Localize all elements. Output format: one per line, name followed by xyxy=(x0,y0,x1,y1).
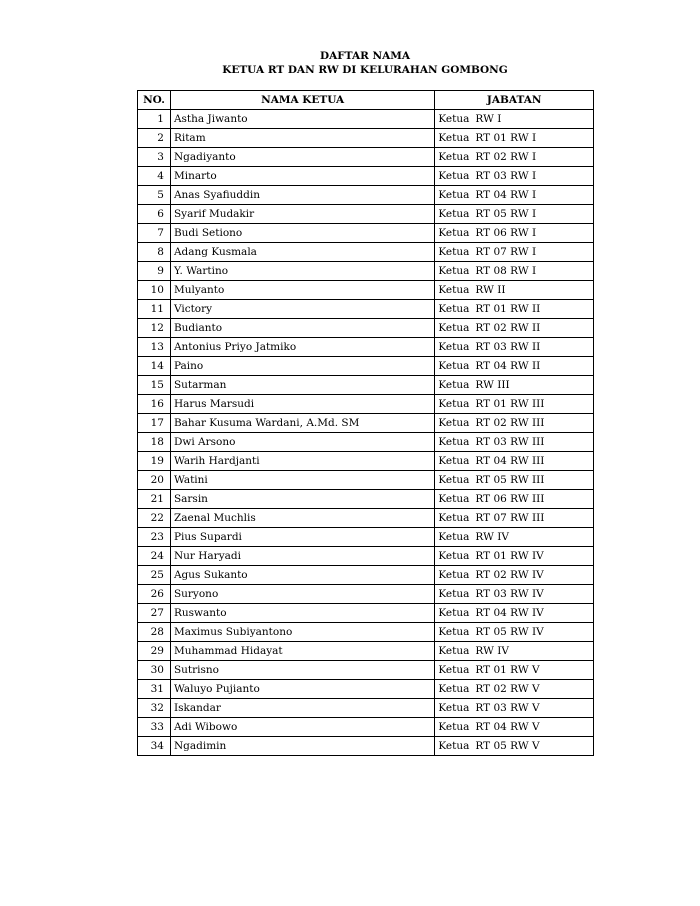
cell-nama: Ngadiyanto xyxy=(170,148,434,167)
cell-nama: Waluyo Pujianto xyxy=(170,680,434,699)
table-header-row xyxy=(138,91,594,110)
cell-no: 30 xyxy=(138,661,171,680)
cell-jabatan xyxy=(435,414,594,433)
cell-no: 25 xyxy=(138,566,171,585)
cell-nama: Antonius Priyo Jatmiko xyxy=(170,338,434,357)
cell-jabatan xyxy=(435,718,594,737)
cell-nama: Iskandar xyxy=(170,699,434,718)
jabatan-unit: RT 05 RW V xyxy=(475,740,540,752)
cell-nama: Muhammad Hidayat xyxy=(170,642,434,661)
jabatan-unit: RT 03 RW III xyxy=(475,436,545,448)
table-row xyxy=(138,319,594,338)
cell-jabatan xyxy=(435,680,594,699)
cell-no: 7 xyxy=(138,224,171,243)
table-row xyxy=(138,490,594,509)
cell-nama: Adang Kusmala xyxy=(170,243,434,262)
jabatan-prefix: Ketua xyxy=(438,493,470,505)
cell-nama: Astha Jiwanto xyxy=(170,110,434,129)
cell-nama: Sutrisno xyxy=(170,661,434,680)
table-row xyxy=(138,547,594,566)
cell-jabatan xyxy=(435,528,594,547)
cell-jabatan xyxy=(435,471,594,490)
cell-jabatan xyxy=(435,452,594,471)
cell-no: 4 xyxy=(138,167,171,186)
jabatan-unit: RT 05 RW IV xyxy=(475,626,544,638)
jabatan-unit: RT 02 RW I xyxy=(475,151,537,163)
table-row xyxy=(138,205,594,224)
table-row xyxy=(138,186,594,205)
cell-nama: Dwi Arsono xyxy=(170,433,434,452)
jabatan-unit: RT 02 RW IV xyxy=(475,569,544,581)
jabatan-prefix: Ketua xyxy=(438,398,470,410)
cell-no: 8 xyxy=(138,243,171,262)
cell-jabatan xyxy=(435,319,594,338)
cell-nama: Adi Wibowo xyxy=(170,718,434,737)
table-row xyxy=(138,737,594,756)
table-row xyxy=(138,642,594,661)
cell-no: 26 xyxy=(138,585,171,604)
cell-no: 24 xyxy=(138,547,171,566)
cell-nama: Ritam xyxy=(170,129,434,148)
jabatan-unit: RT 05 RW I xyxy=(475,208,537,220)
cell-nama: Ruswanto xyxy=(170,604,434,623)
table-row xyxy=(138,509,594,528)
jabatan-prefix: Ketua xyxy=(438,284,470,296)
jabatan-prefix: Ketua xyxy=(438,417,470,429)
jabatan-unit: RT 02 RW III xyxy=(475,417,545,429)
cell-nama: Budianto xyxy=(170,319,434,338)
cell-jabatan xyxy=(435,433,594,452)
cell-nama: Sarsin xyxy=(170,490,434,509)
cell-no: 3 xyxy=(138,148,171,167)
jabatan-unit: RT 03 RW II xyxy=(475,341,541,353)
table-row xyxy=(138,699,594,718)
jabatan-unit: RT 03 RW V xyxy=(475,702,540,714)
table-row xyxy=(138,148,594,167)
cell-no: 11 xyxy=(138,300,171,319)
cell-no: 21 xyxy=(138,490,171,509)
jabatan-prefix: Ketua xyxy=(438,189,470,201)
jabatan-prefix: Ketua xyxy=(438,550,470,562)
cell-jabatan xyxy=(435,661,594,680)
table-row xyxy=(138,376,594,395)
table-row xyxy=(138,395,594,414)
cell-nama: Zaenal Muchlis xyxy=(170,509,434,528)
cell-no: 19 xyxy=(138,452,171,471)
cell-no: 32 xyxy=(138,699,171,718)
ketua-table xyxy=(137,90,594,756)
jabatan-unit: RT 04 RW III xyxy=(475,455,545,467)
cell-nama: Anas Syafiuddin xyxy=(170,186,434,205)
table-row xyxy=(138,110,594,129)
cell-no: 15 xyxy=(138,376,171,395)
cell-nama: Paino xyxy=(170,357,434,376)
cell-jabatan xyxy=(435,357,594,376)
table-row xyxy=(138,718,594,737)
table-row xyxy=(138,414,594,433)
jabatan-unit: RW IV xyxy=(475,531,509,543)
table-row xyxy=(138,471,594,490)
jabatan-unit: RT 04 RW II xyxy=(475,360,541,372)
jabatan-prefix: Ketua xyxy=(438,721,470,733)
cell-no: 16 xyxy=(138,395,171,414)
jabatan-prefix: Ketua xyxy=(438,303,470,315)
cell-jabatan xyxy=(435,281,594,300)
jabatan-prefix: Ketua xyxy=(438,341,470,353)
cell-jabatan xyxy=(435,623,594,642)
cell-jabatan xyxy=(435,224,594,243)
jabatan-unit: RT 03 RW I xyxy=(475,170,537,182)
cell-no: 6 xyxy=(138,205,171,224)
cell-jabatan xyxy=(435,585,594,604)
cell-no: 31 xyxy=(138,680,171,699)
jabatan-prefix: Ketua xyxy=(438,265,470,277)
table-row xyxy=(138,661,594,680)
cell-jabatan xyxy=(435,642,594,661)
cell-no: 13 xyxy=(138,338,171,357)
cell-jabatan xyxy=(435,262,594,281)
jabatan-unit: RW I xyxy=(475,113,502,125)
header-no: NO. xyxy=(138,91,171,110)
cell-jabatan xyxy=(435,509,594,528)
cell-no: 12 xyxy=(138,319,171,338)
cell-jabatan xyxy=(435,604,594,623)
table-row xyxy=(138,338,594,357)
table-row xyxy=(138,167,594,186)
table-row xyxy=(138,300,594,319)
cell-no: 10 xyxy=(138,281,171,300)
jabatan-prefix: Ketua xyxy=(438,151,470,163)
cell-jabatan xyxy=(435,110,594,129)
jabatan-prefix: Ketua xyxy=(438,455,470,467)
document-subtitle: KETUA RT DAN RW DI KELURAHAN GOMBONG xyxy=(222,64,508,76)
jabatan-prefix: Ketua xyxy=(438,132,470,144)
cell-nama: Maximus Subiyantono xyxy=(170,623,434,642)
table-row xyxy=(138,452,594,471)
jabatan-unit: RT 06 RW III xyxy=(475,493,545,505)
cell-nama: Mulyanto xyxy=(170,281,434,300)
jabatan-unit: RT 04 RW I xyxy=(475,189,537,201)
cell-no: 18 xyxy=(138,433,171,452)
cell-nama: Watini xyxy=(170,471,434,490)
cell-nama: Nur Haryadi xyxy=(170,547,434,566)
table-row xyxy=(138,224,594,243)
table-row xyxy=(138,433,594,452)
jabatan-prefix: Ketua xyxy=(438,588,470,600)
cell-nama: Harus Marsudi xyxy=(170,395,434,414)
table-row xyxy=(138,566,594,585)
cell-nama: Y. Wartino xyxy=(170,262,434,281)
jabatan-prefix: Ketua xyxy=(438,702,470,714)
cell-nama: Sutarman xyxy=(170,376,434,395)
cell-nama: Ngadimin xyxy=(170,737,434,756)
cell-jabatan xyxy=(435,148,594,167)
jabatan-prefix: Ketua xyxy=(438,360,470,372)
cell-no: 23 xyxy=(138,528,171,547)
table-row xyxy=(138,604,594,623)
jabatan-unit: RT 01 RW I xyxy=(475,132,537,144)
cell-jabatan xyxy=(435,547,594,566)
table-row xyxy=(138,528,594,547)
jabatan-prefix: Ketua xyxy=(438,531,470,543)
jabatan-prefix: Ketua xyxy=(438,645,470,657)
jabatan-unit: RT 07 RW I xyxy=(475,246,537,258)
jabatan-prefix: Ketua xyxy=(438,322,470,334)
document-title: DAFTAR NAMA xyxy=(320,50,410,62)
cell-jabatan xyxy=(435,376,594,395)
jabatan-prefix: Ketua xyxy=(438,740,470,752)
cell-jabatan xyxy=(435,186,594,205)
cell-no: 14 xyxy=(138,357,171,376)
cell-jabatan xyxy=(435,490,594,509)
table-row xyxy=(138,262,594,281)
cell-jabatan xyxy=(435,129,594,148)
jabatan-unit: RT 05 RW III xyxy=(475,474,545,486)
jabatan-unit: RW II xyxy=(475,284,506,296)
jabatan-unit: RT 01 RW V xyxy=(475,664,540,676)
jabatan-prefix: Ketua xyxy=(438,683,470,695)
jabatan-prefix: Ketua xyxy=(438,474,470,486)
cell-no: 22 xyxy=(138,509,171,528)
cell-jabatan xyxy=(435,566,594,585)
jabatan-unit: RT 01 RW II xyxy=(475,303,541,315)
cell-nama: Budi Setiono xyxy=(170,224,434,243)
cell-nama: Warih Hardjanti xyxy=(170,452,434,471)
cell-no: 9 xyxy=(138,262,171,281)
cell-jabatan xyxy=(435,243,594,262)
cell-no: 2 xyxy=(138,129,171,148)
cell-jabatan xyxy=(435,737,594,756)
cell-nama: Pius Supardi xyxy=(170,528,434,547)
jabatan-unit: RT 04 RW IV xyxy=(475,607,544,619)
cell-nama: Victory xyxy=(170,300,434,319)
jabatan-prefix: Ketua xyxy=(438,113,470,125)
cell-nama: Agus Sukanto xyxy=(170,566,434,585)
cell-jabatan xyxy=(435,167,594,186)
jabatan-unit: RT 03 RW IV xyxy=(475,588,544,600)
cell-jabatan xyxy=(435,205,594,224)
jabatan-unit: RT 07 RW III xyxy=(475,512,545,524)
cell-nama: Minarto xyxy=(170,167,434,186)
jabatan-prefix: Ketua xyxy=(438,569,470,581)
jabatan-unit: RT 06 RW I xyxy=(475,227,537,239)
jabatan-unit: RT 04 RW V xyxy=(475,721,540,733)
jabatan-unit: RT 01 RW IV xyxy=(475,550,544,562)
cell-jabatan xyxy=(435,338,594,357)
cell-no: 28 xyxy=(138,623,171,642)
jabatan-prefix: Ketua xyxy=(438,512,470,524)
cell-nama: Bahar Kusuma Wardani, A.Md. SM xyxy=(170,414,434,433)
table-row xyxy=(138,585,594,604)
jabatan-prefix: Ketua xyxy=(438,664,470,676)
cell-nama: Syarif Mudakir xyxy=(170,205,434,224)
cell-no: 34 xyxy=(138,737,171,756)
jabatan-prefix: Ketua xyxy=(438,626,470,638)
cell-nama: Suryono xyxy=(170,585,434,604)
jabatan-prefix: Ketua xyxy=(438,379,470,391)
jabatan-unit: RT 02 RW V xyxy=(475,683,540,695)
jabatan-unit: RT 02 RW II xyxy=(475,322,541,334)
table-row xyxy=(138,129,594,148)
jabatan-unit: RT 01 RW III xyxy=(475,398,545,410)
table-row xyxy=(138,623,594,642)
jabatan-unit: RW III xyxy=(475,379,510,391)
jabatan-unit: RT 08 RW I xyxy=(475,265,537,277)
table-row xyxy=(138,357,594,376)
cell-no: 1 xyxy=(138,110,171,129)
cell-no: 29 xyxy=(138,642,171,661)
jabatan-prefix: Ketua xyxy=(438,246,470,258)
jabatan-prefix: Ketua xyxy=(438,227,470,239)
header-nama: NAMA KETUA xyxy=(170,91,434,110)
table-row xyxy=(138,680,594,699)
cell-no: 5 xyxy=(138,186,171,205)
jabatan-prefix: Ketua xyxy=(438,607,470,619)
jabatan-prefix: Ketua xyxy=(438,208,470,220)
cell-jabatan xyxy=(435,699,594,718)
header-jabatan: JABATAN xyxy=(435,91,594,110)
cell-no: 20 xyxy=(138,471,171,490)
cell-jabatan xyxy=(435,300,594,319)
table-row xyxy=(138,281,594,300)
cell-no: 27 xyxy=(138,604,171,623)
cell-jabatan xyxy=(435,395,594,414)
jabatan-prefix: Ketua xyxy=(438,436,470,448)
cell-no: 17 xyxy=(138,414,171,433)
jabatan-unit: RW IV xyxy=(475,645,509,657)
table-row xyxy=(138,243,594,262)
jabatan-prefix: Ketua xyxy=(438,170,470,182)
cell-no: 33 xyxy=(138,718,171,737)
